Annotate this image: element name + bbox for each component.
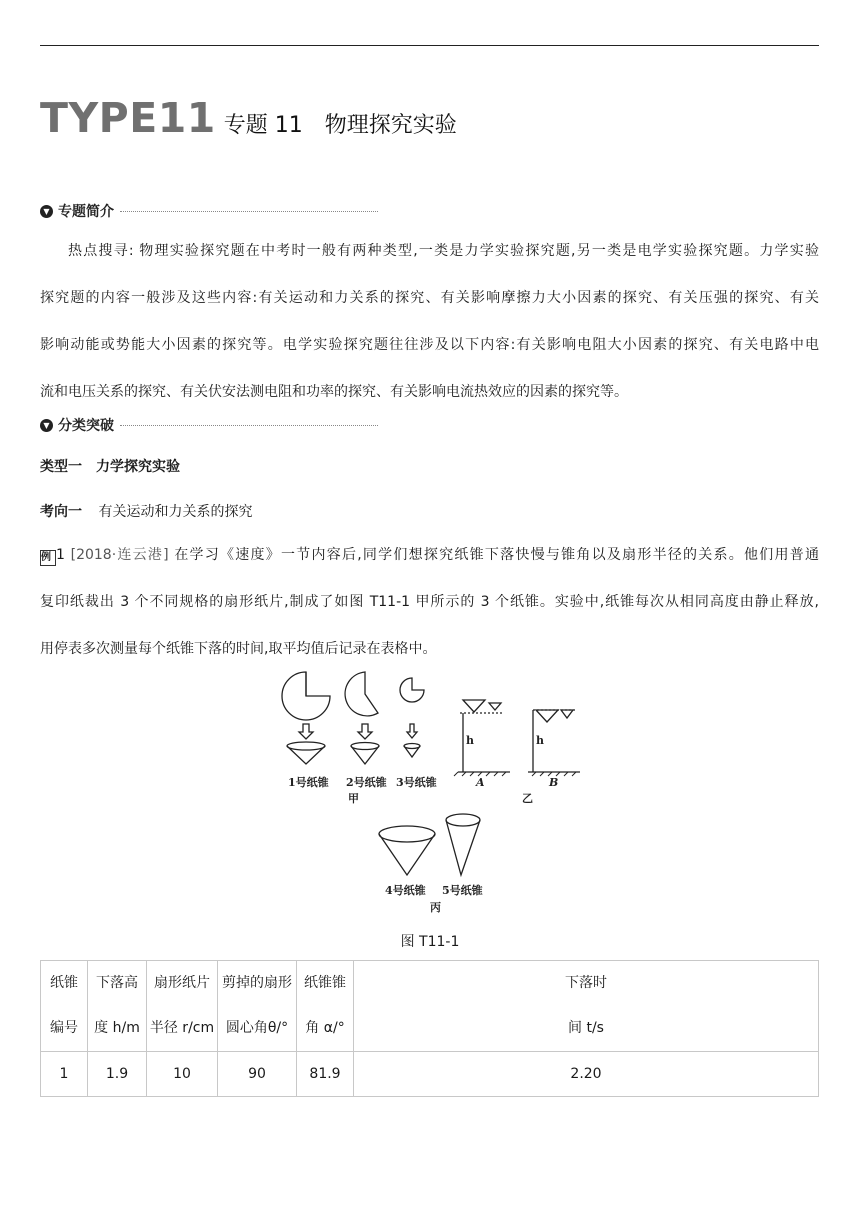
header-line: 剪掉的扇形 [222, 975, 292, 991]
paper-cone-4 [379, 826, 435, 875]
header-line: 半径 r/cm [149, 1020, 215, 1036]
paper-cone-2 [351, 743, 379, 765]
section-intro-heading [40, 201, 378, 221]
header-cell [147, 961, 218, 1052]
label-cone2: 2号纸锥 [346, 776, 387, 789]
sector-card-1 [282, 672, 330, 720]
topic-number: 专题 11 [223, 113, 303, 138]
section-intro-title: 专题简介 [58, 204, 114, 220]
header-cell [41, 961, 88, 1052]
header-line: 下落时 [565, 975, 607, 991]
header-line: 纸锥锥 [304, 975, 346, 991]
dotted-divider [120, 425, 378, 426]
section-breakdown-heading [40, 415, 378, 435]
intro-line: 流和电压关系的探究、有关伏安法测电阻和功率的探究、有关影响电流热效应的因素的探究等。 [40, 384, 628, 400]
label-bing: 丙 [430, 901, 441, 914]
section-breakdown-title: 分类突破 [58, 418, 114, 434]
intro-paragraph [40, 228, 819, 416]
example-source: [2018·连云港] [70, 547, 169, 563]
direction-heading [40, 501, 252, 521]
example-paragraph [40, 532, 819, 673]
header-line: 圆心角θ/° [225, 1020, 289, 1036]
table-cell: 1 [41, 1052, 88, 1097]
sector-card-2 [345, 672, 378, 716]
header-line: 纸锥 [50, 975, 78, 991]
label-cone5: 5号纸锥 [442, 884, 483, 897]
example-line [40, 532, 819, 579]
intro-line: 探究题的内容一般涉及这些内容:有关运动和力关系的探究、有关影响摩擦力大小因素的探究、有关压强的探究、有关 [40, 290, 819, 306]
table-cell: 81.9 [297, 1052, 354, 1097]
example-line: 用停表多次测量每个纸锥下落的时间,取平均值后记录在表格中。 [40, 641, 437, 657]
page-title [40, 94, 457, 144]
top-rule [40, 45, 819, 46]
header-cell [297, 961, 354, 1052]
example-badge: 例 [40, 550, 56, 566]
paper-cone-1 [287, 742, 325, 764]
table-cell: 2.20 [354, 1052, 819, 1097]
example-line: 复印纸裁出 3 个不同规格的扇形纸片,制成了如图 T11-1 甲所示的 3 个纸锥。实验中,纸锥每次从相同高度由静止释放, [40, 594, 819, 610]
table-cell: 10 [147, 1052, 218, 1097]
chevron-down-icon: ▼ [40, 205, 53, 218]
label-b: B [549, 776, 559, 789]
direction-text: 有关运动和力关系的探究 [98, 504, 253, 520]
table-header-row [41, 961, 819, 1052]
label-yi: 乙 [522, 792, 533, 805]
label-h-b: h [536, 734, 544, 747]
table-cell: 90 [218, 1052, 297, 1097]
header-line: 扇形纸片 [154, 975, 210, 991]
paper-cone-5 [446, 814, 480, 875]
label-cone1: 1号纸锥 [288, 776, 329, 789]
direction-label: 考向一 [40, 504, 82, 520]
table-row [41, 1052, 819, 1097]
data-table [40, 960, 819, 1097]
intro-line: 影响动能或势能大小因素的探究等。电学实验探究题往往涉及以下内容:有关影响电阻大小因素的探究、有关电路中电 [40, 337, 819, 353]
label-cone4: 4号纸锥 [385, 884, 426, 897]
header-line: 下落高 [96, 975, 138, 991]
header-line: 编号 [50, 1020, 78, 1036]
type-one-heading: 类型一 力学探究实验 [40, 459, 180, 475]
intro-line: 热点搜寻: 物理实验探究题在中考时一般有两种类型,一类是力学实验探究题,另一类是电学实验探究题。力学实验 [68, 243, 819, 259]
sector-card-3 [400, 678, 424, 702]
header-line: 间 t/s [568, 1020, 604, 1036]
type-code: TYPE11 [40, 94, 216, 142]
label-cone3: 3号纸锥 [396, 776, 437, 789]
header-cell [354, 961, 819, 1052]
label-jia: 甲 [348, 792, 359, 805]
chevron-down-icon: ▼ [40, 419, 53, 432]
label-a: A [476, 776, 485, 789]
label-h-a: h [466, 734, 474, 747]
paper-cone-3 [404, 744, 420, 758]
dotted-divider [120, 211, 378, 212]
example-text: 在学习《速度》一节内容后,同学们想探究纸锥下落快慢与锥角以及扇形半径的关系。他们用普通 [174, 547, 820, 563]
arrow-down-icon [299, 724, 417, 739]
header-cell [88, 961, 147, 1052]
example-number: 1 [56, 547, 65, 563]
header-line: 度 h/m [94, 1020, 140, 1036]
table-cell: 1.9 [88, 1052, 147, 1097]
topic-title: 物理探究实验 [324, 113, 457, 138]
experiment-figure [270, 668, 590, 918]
figure-caption: 图 T11-1 [400, 934, 460, 950]
header-line: 角 α/° [305, 1020, 345, 1036]
header-cell [218, 961, 297, 1052]
